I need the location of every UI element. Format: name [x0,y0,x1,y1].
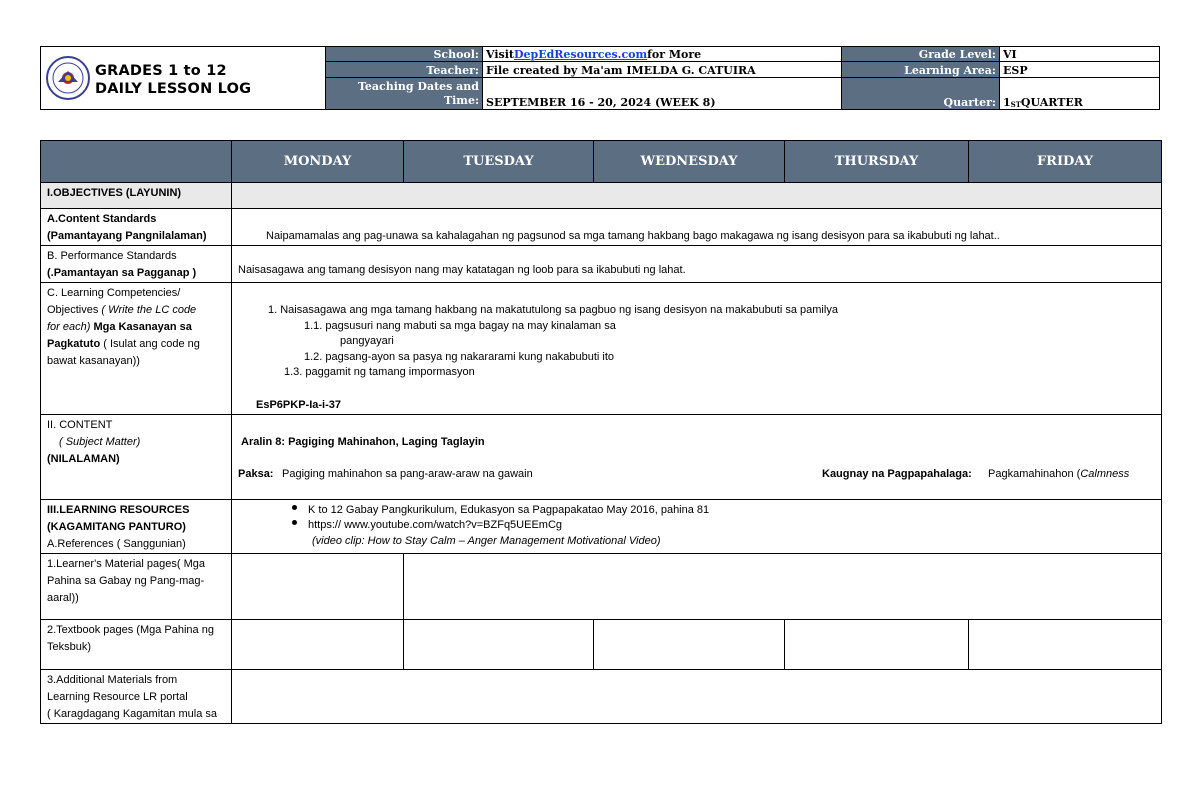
lc-item-1: 1. Naisasagawa ang mga tamang hakbang na makatutulong sa pagbuo ng isang desisyon na makabubuti sa pamilya [268,304,838,316]
teaching-dates-label-line2: Time: [443,94,479,107]
objectives-cell [232,183,1162,209]
day-header-friday: FRIDAY [969,141,1162,183]
lc-label-kasanayan: Mga Kasanayan sa [90,321,192,333]
lc-item-1-3: 1.3. paggamit ng tamang impormasyon [284,366,475,378]
additional-materials-row [41,670,1162,724]
learners-material-row [41,554,1162,620]
textbook-wednesday [594,620,785,670]
teaching-dates-label [325,78,482,109]
day-header-monday: MONDAY [232,141,404,183]
quarter-label: Quarter: [841,78,999,109]
am-label-line2: Learning Resource LR portal [47,691,188,703]
learners-material-monday [232,554,404,620]
kaugnay-label: Kaugnay na Pagpapahalaga: [822,468,972,480]
day-header-thursday: THURSDAY [785,141,969,183]
learning-competencies-cell [232,283,1162,415]
lesson-log-header [40,46,1160,110]
reference-2[interactable]: https:// www.youtube.com/watch?v=BZFq5UEEmCg [308,519,563,531]
learning-resources-row [41,500,1162,554]
lm-label-line1: 1.Learner's Material pages( Mga [47,558,206,570]
am-label-line1: 3.Additional Materials from [47,674,178,686]
learners-material-label [41,554,232,620]
tb-label-line1: 2.Textbook pages (Mga Pahina ng [47,624,214,636]
am-label-line3: ( Karagdagang Kagamitan mula sa [47,708,217,720]
kaugnay-value-text: Pagkamahinahon ( [988,468,1081,480]
header-info-grid [325,47,1159,109]
kaugnay-value-english: Calmness [1080,468,1130,480]
header-title-block [41,47,325,109]
learning-area-label: Learning Area: [841,62,999,78]
deped-seal-icon [45,52,91,104]
content-standards-label-line2: (Pamantayang Pangnilalaman) [47,230,207,242]
textbook-pages-row [41,620,1162,670]
lc-item-1-1-cont: pangyayari [340,335,394,347]
lc-item-1-2: 1.2. pagsang-ayon sa pasya ng nakararami kung nakabubuti ito [304,351,615,363]
lc-label-pagkatuto: Pagkatuto [47,338,101,350]
lc-label-for-each: for each) [47,321,91,333]
content-standards-label [41,209,232,246]
learners-material-rest [404,554,1162,620]
content-label-line2: ( Subject Matter) [59,436,141,448]
title-line-1: GRADES 1 to 12 [95,63,227,79]
content-row [41,415,1162,500]
grade-level-label: Grade Level: [841,47,999,62]
textbook-tuesday [404,620,594,670]
lc-label-write-code: ( Write the LC code [101,304,197,316]
deped-resources-link[interactable]: DepEdResources.com [513,48,648,61]
performance-standards-cell [232,246,1162,283]
learning-area-value: ESP [999,62,1159,78]
teaching-dates-label-line1: Teaching Dates and [357,80,479,93]
quarter-value [999,78,1159,109]
lc-label-objectives: Objectives [47,304,102,316]
paksa-label: Paksa: [238,468,274,480]
additional-materials-cell [232,670,1162,724]
lm-label-line2: Pahina sa Gabay ng Pang-mag- [47,575,205,587]
textbook-thursday [785,620,969,670]
quarter-word: QUARTER [1020,96,1083,109]
objectives-row [41,183,1162,209]
content-label [41,415,232,500]
day-header-corner [41,141,232,183]
quarter-number: 1 [1003,96,1011,109]
references-cell [232,500,1162,554]
lr-label-line1: III.LEARNING RESOURCES [47,504,190,516]
kaugnay-value [988,468,1129,480]
objectives-label: I.OBJECTIVES (LAYUNIN) [41,183,232,209]
reference-1: K to 12 Gabay Pangkurikulum, Edukasyon sa Pagpapakatao May 2016, pahina 81 [308,504,710,516]
school-prefix: Visit [486,48,514,61]
learning-competencies-label [41,283,232,415]
textbook-monday [232,620,404,670]
teaching-dates-value: SEPTEMBER 16 - 20, 2024 (WEEK 8) [482,78,841,109]
daily-lesson-log-table [40,140,1162,724]
lc-label-line5: bawat kasanayan)) [47,355,140,367]
learning-resources-label [41,500,232,554]
lc-label-isulat: ( Isulat ang code ng [100,338,200,350]
bullet-icon [292,520,297,525]
lc-label-line1: C. Learning Competencies/ [47,287,181,299]
paksa-value: Pagiging mahinahon sa pang-araw-araw na gawain [282,468,533,480]
content-label-line3: (NILALAMAN) [47,453,120,465]
lm-label-line3: aaral)) [47,592,79,604]
learning-competencies-row [41,283,1162,415]
lc-item-1-1: 1.1. pagsusuri nang mabuti sa mga bagay na may kinalaman sa [304,320,616,332]
document-title [95,62,251,98]
content-standards-text: Naipamamalas ang pag-unawa sa kahalagahan ng pagsunod sa mga tamang hakbang bago makagawa ng isang desisyon para sa ikabubuti ng lahat.. [266,230,1000,242]
day-header-tuesday: TUESDAY [404,141,594,183]
bullet-icon [292,505,297,510]
tb-label-line2: Teksbuk) [47,641,92,653]
performance-standards-label-line1: B. Performance Standards [47,250,177,262]
content-standards-cell [232,209,1162,246]
teacher-value: File created by Ma'am IMELDA G. CATUIRA [482,62,841,78]
grade-level-value: VI [999,47,1159,62]
performance-standards-label-line2: (.Pamantayan sa Pagganap ) [47,267,197,279]
performance-standards-row [41,246,1162,283]
teacher-label: Teacher: [325,62,482,78]
content-label-line1: II. CONTENT [47,419,113,431]
quarter-suffix: ST [1010,100,1021,109]
performance-standards-label [41,246,232,283]
school-label: School: [325,47,482,62]
aralin-title: Aralin 8: Pagiging Mahinahon, Laging Taglayin [241,436,485,448]
lr-label-line2: (KAGAMITANG PANTURO) [47,521,186,533]
content-cell [232,415,1162,500]
title-line-2: DAILY LESSON LOG [95,81,252,97]
textbook-pages-label [41,620,232,670]
lr-label-line3: A.References ( Sanggunian) [47,538,186,550]
school-value [482,47,841,62]
lc-code: EsP6PKP-Ia-i-37 [256,399,341,411]
additional-materials-label [41,670,232,724]
content-standards-row [41,209,1162,246]
textbook-friday [969,620,1162,670]
reference-3: (video clip: How to Stay Calm – Anger Management Motivational Video) [312,535,661,547]
performance-standards-text: Naisasagawa ang tamang desisyon nang may katatagan ng loob para sa ikabubuti ng lahat. [238,264,686,276]
day-header-row [41,141,1162,183]
day-header-wednesday: WEDNESDAY [594,141,785,183]
content-standards-label-line1: A.Content Standards [47,213,157,225]
school-suffix: for More [647,48,702,61]
